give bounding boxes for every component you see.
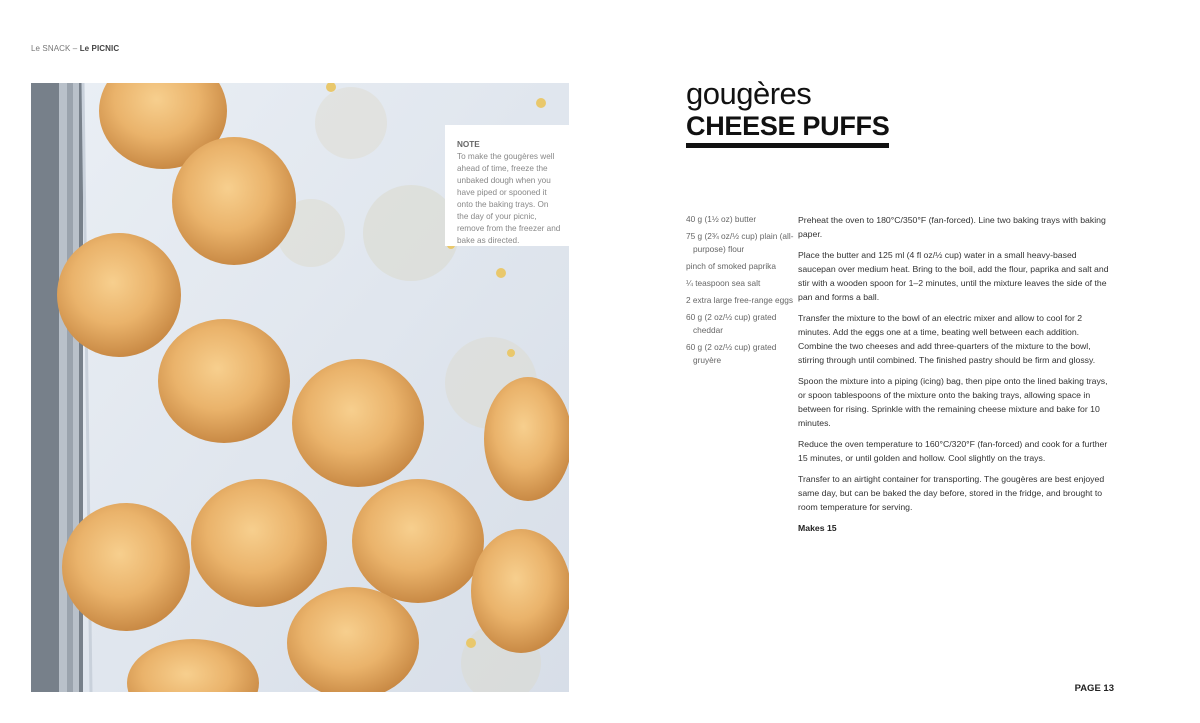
ingredient-item: pinch of smoked paprika	[686, 261, 776, 271]
running-head-section: Le SNACK	[31, 44, 71, 53]
method-step: Transfer the mixture to the bowl of an electric mixer and allow to cool for 2 minutes. Add the eggs one at a time, beating well between each addition. Combine the two cheeses and add three-quarters of the mixture to the bowl, stirring through until combined. The finished pastry should be firm and glossy.	[798, 313, 1096, 365]
method-step: Transfer to an airtight container for transporting. The gougères are best enjoyed same day, but can be baked the day before, stored in the fridge, and brought to room temperature for serving.	[798, 474, 1105, 512]
ingredient-item: ¼ teaspoon sea salt	[686, 278, 761, 288]
ingredient-item: 60 g (2 oz/½ cup) grated gruyère	[686, 342, 777, 365]
ingredient-item: 2 extra large free-range eggs	[686, 295, 794, 305]
method-step: Preheat the oven to 180°C/350°F (fan-forced). Line two baking trays with baking paper.	[798, 215, 1106, 239]
ingredient-item: 75 g (2¾ oz/½ cup) plain (all-purpose) flour	[686, 231, 794, 254]
recipe-title-english: CHEESE PUFFS	[686, 110, 889, 148]
ingredient-item: 60 g (2 oz/½ cup) grated cheddar	[686, 312, 777, 335]
method-step: Reduce the oven temperature to 160°C/320°F (fan-forced) and cook for a further 15 minutes, or until golden and hollow. Cool slightly on the trays.	[798, 439, 1108, 463]
running-head-separator: –	[70, 44, 80, 53]
method-step: Spoon the mixture into a piping (icing) bag, then pipe onto the lined baking trays, or spoon tablespoons of the mixture onto the baking trays, allowing space in between for rising. Sprinkle with the remaining cheese mixture and bake for 10 minutes.	[798, 376, 1108, 428]
recipe-yield: Makes 15	[798, 523, 837, 533]
running-head-chapter: Le PICNIC	[79, 44, 120, 53]
method-steps	[798, 213, 1116, 542]
recipe-title-french: gougères	[686, 76, 812, 111]
running-head	[31, 44, 119, 53]
method-step: Place the butter and 125 ml (4 fl oz/½ cup) water in a small heavy-based saucepan over medium heat. Bring to the boil, add the flour, paprika and salt and stir with a wooden spoon for 1–2 minutes, until the mixture leaves the side of the pan and forms a ball.	[798, 250, 1109, 302]
note-text: To make the gougères well ahead of time, freeze the unbaked dough when you have piped or spooned it onto the baking trays. On the day of your picnic, remove from the freezer and bake as directed.	[457, 152, 561, 245]
note-box	[445, 125, 569, 246]
ingredient-item: 40 g (1½ oz) butter	[686, 214, 757, 224]
ingredients-list	[686, 213, 794, 371]
note-title: NOTE	[457, 140, 480, 149]
page-number: PAGE 13	[1074, 683, 1114, 694]
